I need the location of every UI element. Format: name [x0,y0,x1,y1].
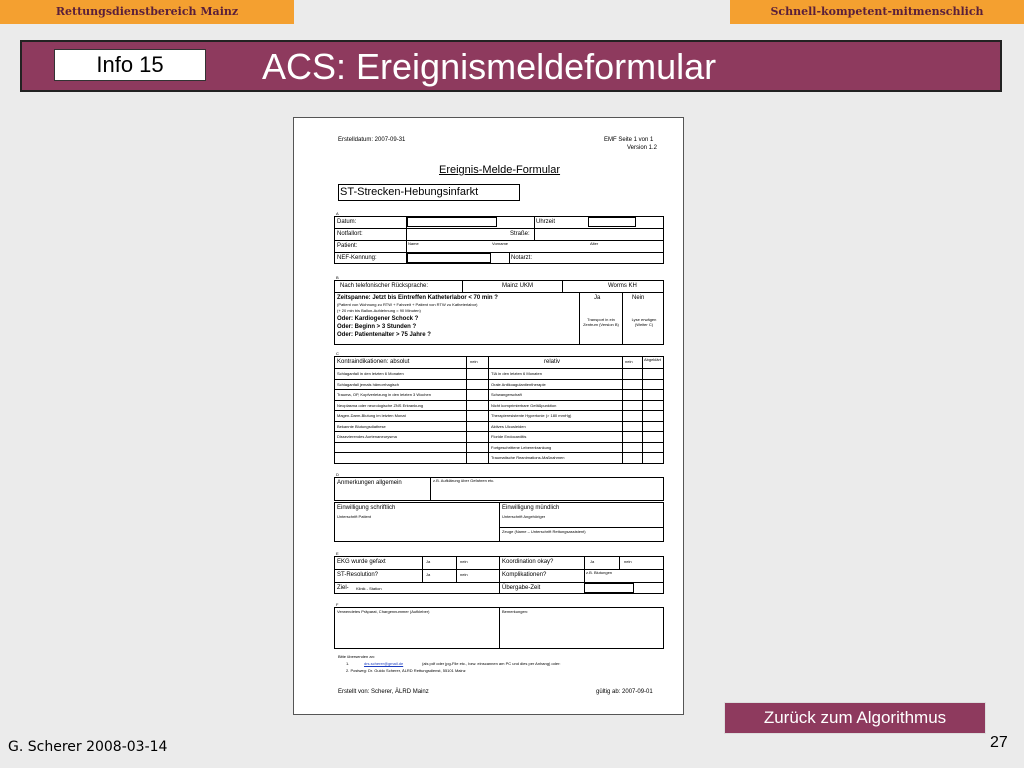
c-rel-item: Aktives Ulcusleiden [491,423,526,429]
c-rel-item: Therapieresistente Hypertonie (> 180 mmHg) [491,413,572,418]
c-rel-item: TIA in den letzten 6 Monaten [491,371,542,376]
c-rel-item: Nicht komprimierbare Gefäßpunktion [491,402,557,408]
b-worms: Worms KH [608,283,637,289]
page-number: 27 [990,734,1008,751]
c-rel-item: Schwangerschaft [491,392,522,397]
section-f-letter: F [336,602,339,607]
version: Version 1.2 [627,145,658,151]
e-ja-3: Ja [426,572,431,577]
d-unterschrift: Unterschrift Patient [337,514,372,519]
b-line3: (+ 20 min bis Ballon-Aufdehnung = 90 Minuten) [337,308,421,313]
page-info: EMF Seite 1 von 1 [604,137,654,143]
field-nef: NEF-Kennung: [337,255,377,261]
ret1-link[interactable]: drs.scherer@gmail.de [364,661,404,666]
footer-author: G. Scherer 2008-03-14 [8,739,168,755]
b-ja-note: Transport in ein Zentrum (Version B) [583,317,619,327]
c-row-line [334,379,664,380]
b-zeitspanne: Zeitspanne: Jetzt bis Eintreffen Katheterlabor < 70 min ? [337,295,498,301]
d-anmerk: Anmerkungen allgemein [337,480,402,486]
c-nein-1: nein [470,359,478,364]
section-e-letter: E [336,551,339,556]
e-ekg: EKG wurde gefaxt [337,559,386,565]
b-oder3: Oder: Patientenalter > 75 Jahre ? [337,332,431,338]
c-row-line [334,410,664,411]
b-nein-note: Lyse erwägen (Weiter C) [631,317,657,327]
section-b-letter: B [336,275,339,280]
field-strasse: Straße: [510,231,530,237]
c-row-line [334,389,664,390]
c-row-line [334,442,664,443]
e-ziel: Ziel- [337,585,349,591]
ret1-prefix: 1. [346,661,350,666]
d-einw-s: Einwilligung schriftlich [337,505,396,511]
b-ja: Ja [594,295,601,301]
ret2: 2. Postweg: Dr. Guido Scherer, ÄLRD Rettungsdienst, 55101 Mainz [346,668,466,673]
e-kompl: Komplikationen? [502,572,547,578]
c-row-line [334,421,664,422]
c-row-line [334,431,664,432]
gueltig: gültig ab: 2007-09-01 [596,689,653,695]
c-rel-item: Orale Antikoagulantientherapie [491,381,546,387]
b-oder1: Oder: Kardiogener Schock ? [337,316,419,322]
b-oder2: Oder: Beginn > 3 Stunden ? [337,324,417,330]
c-rel-item: Traumatische Reanimations-Maßnahmen [491,455,565,460]
e-nein-2: nein [624,559,632,564]
e-kompl-note: z.B. Blutungen [586,570,613,575]
c-abs-item: Neoplasma oder neurologische ZNS Erkrankung [337,402,424,408]
e-ja-1: Ja [426,559,431,564]
section-a-letter: A [336,211,339,216]
e-st: ST-Resolution? [337,572,379,578]
e-uebergabe: Übergabe-Zeit [502,585,541,591]
d-zeuge: Zeuge (Name – Unterschrift Rettungsassistent) [502,529,586,534]
info-label: Info 15 [54,49,206,81]
header-right-tag: Schnell-kompetent-mitmenschlich [730,0,1024,24]
c-row-line [334,368,664,369]
c-row-line [334,452,664,453]
b-line2: (Patient von Wohnung zu RTW + Fahrzeit + Patient von RTW zu Katheterlabor) [337,302,478,307]
c-rel-item: Floride Endocarditis [491,434,527,439]
c-rel-item: Fortgeschrittene Lebererkrankung [491,444,552,450]
section-d-letter: D [336,472,339,477]
b-mainz: Mainz UKM [502,283,534,289]
field-datum: Datum: [337,219,357,225]
page-title: ACS: Ereignismeldeformular [262,46,717,87]
c-abs-item: Trauma, OP, Kopfverletzung in den letzten 3 Wochen [337,392,431,397]
c-abs-item: Bekannte Blutungsdiathese [337,423,386,429]
b-nein: Nein [632,295,645,301]
d-unterschrift-z: Unterschrift Angehöriger [502,514,546,519]
ret1-rest: (als pdf oder jpg-File etc., bzw. einscannen am PC und dies per Anhang) oder: [422,661,561,666]
field-notarzt: Notarzt: [511,255,533,261]
header-left-tag: Rettungsdienstbereich Mainz [0,0,294,24]
c-abs-item: Schlaganfall jemals hämorrhagisch [337,381,400,387]
d-einw-m: Einwilligung mündlich [502,505,560,511]
c-abs-item: Magen-Darm-Blutung im letzten Monat [337,413,406,418]
field-name: Name [408,241,419,246]
f-praep: Verwendetes Präparat, Chargennummer (Aufkleber) [337,609,430,614]
c-nein-2: nein [625,359,633,364]
c-abs-item: Dissezierendes Aortenaneurysma [337,434,397,439]
f-bemerk: Bemerkungen: [502,609,529,614]
form-subject: ST-Strecken-Hebungsinfarkt [340,186,479,198]
form-heading: Ereignis-Melde-Formular [439,164,561,176]
e-ja-2: Ja [590,559,595,564]
field-vorname: Vorname [492,241,509,246]
field-uhrzeit: Uhrzeit [536,219,556,225]
back-to-algorithm-button[interactable]: Zurück zum Algorithmus [724,702,986,734]
e-koord: Koordination okay? [502,559,554,565]
field-patient: Patient: [337,243,358,249]
c-abs-item: Schlaganfall in den letzten 6 Monaten [337,371,404,376]
section-c-letter: C [336,351,339,356]
c-ki-abs: Kontraindikationen: absolut [337,359,410,365]
e-nein-3: nein [460,572,468,577]
return-to: Bitte übersenden an: [338,654,375,659]
c-abg: Abgeklärt [644,357,661,362]
created-date: Erstelldatum: 2007-09-31 [338,137,406,143]
erstellt: Erstellt von: Scherer, ÄLRD Mainz [338,689,429,695]
form-document [293,117,684,715]
c-relativ: relativ [544,359,561,365]
d-anmerk-note: z.B. Aufklärung über Gefahren etc. [433,478,495,483]
b-rueckspr: Nach telefonischer Rücksprache: [340,283,429,289]
e-ziel-sub: Klinik - Station [356,586,382,591]
field-alter: Alter [590,241,599,246]
field-notfallort: Notfallort: [337,231,363,237]
e-nein-1: nein [460,559,468,564]
c-row-line [334,400,664,401]
